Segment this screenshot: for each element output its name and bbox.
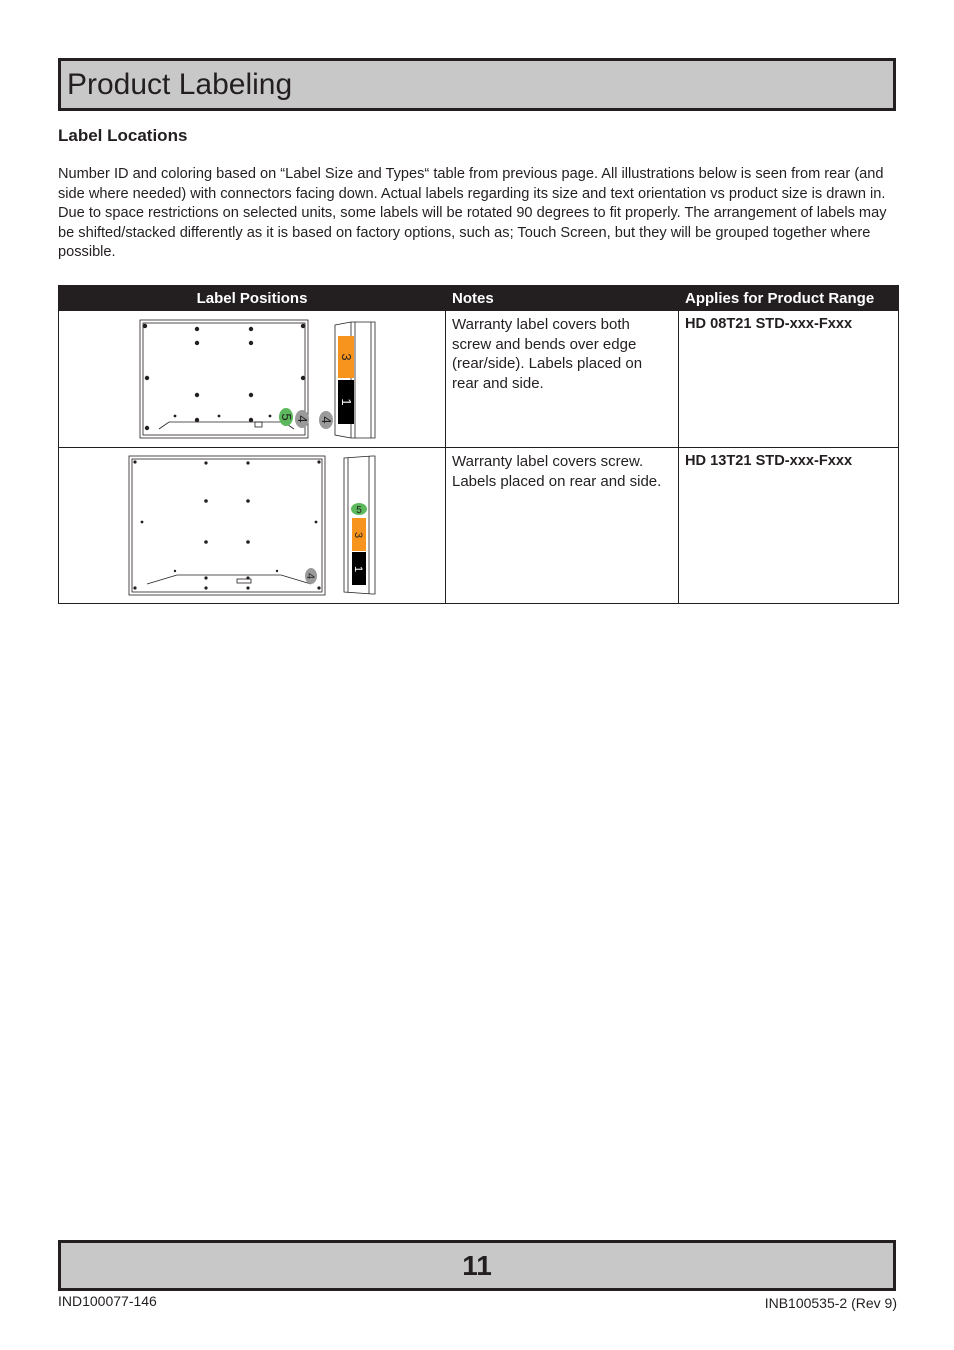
rear-panel-outline [129, 456, 325, 595]
svg-text:3: 3 [352, 531, 364, 539]
hd13-label-diagram [59, 448, 444, 603]
header-applies-range: Applies for Product Range [679, 286, 899, 311]
label-3 [352, 518, 366, 551]
doc-id-left: IND100077-146 [58, 1293, 157, 1309]
svg-text:1: 1 [352, 565, 364, 573]
page-number: 11 [462, 1250, 492, 1281]
label-positions-cell [59, 448, 446, 604]
label-5 [351, 503, 367, 516]
table-row [59, 311, 899, 448]
svg-text:4: 4 [304, 572, 316, 580]
svg-text:5: 5 [279, 413, 294, 421]
label-5 [279, 408, 294, 426]
product-range-cell: HD 08T21 STD-xxx-Fxxx [679, 311, 899, 448]
table-row [59, 448, 899, 604]
page-title: Product Labeling [67, 68, 293, 101]
notes-cell: Warranty label covers screw. Labels placed on rear and side. [446, 448, 679, 604]
doc-id-right: INB100535-2 (Rev 9) [764, 1295, 897, 1311]
notes-cell: Warranty label covers both screw and bends over edge (rear/side). Labels placed on rear and side. [446, 311, 679, 448]
svg-text:1: 1 [339, 398, 354, 406]
header-label-positions: Label Positions [59, 286, 446, 311]
rear-panel-screws [133, 460, 320, 589]
intro-paragraph: Number ID and coloring based on “Label Size and Types“ table from previous page. All illustrations below is seen from rear (and side where needed) with connectors facing down. Actual labels regarding its size and text orientation vs product size is drawn in. Due to space restrictions on selected units, some labels will be rotated 90 degrees to fit properly. The arrangement of labels may be shifted/stacked differently as it is based on factory options, such as; Touch Screen, but they will be grouped together where possible. [58, 166, 887, 260]
table-header-row [59, 286, 899, 311]
title-bar [58, 58, 896, 111]
label-1 [352, 552, 366, 585]
label-4 [304, 568, 317, 584]
label-3 [338, 336, 354, 378]
header-notes: Notes [446, 286, 679, 311]
label-1 [338, 380, 354, 424]
svg-text:4: 4 [295, 415, 310, 423]
label-locations-table [58, 285, 899, 604]
svg-text:4: 4 [319, 416, 334, 424]
product-range-cell: HD 13T21 STD-xxx-Fxxx [679, 448, 899, 604]
section-heading: Label Locations [58, 126, 188, 145]
label-4-side [319, 411, 334, 429]
svg-text:3: 3 [339, 353, 354, 361]
footer-bar [58, 1240, 896, 1291]
svg-text:5: 5 [356, 505, 362, 516]
hd08-label-diagram [59, 311, 444, 447]
label-positions-cell [59, 311, 446, 448]
